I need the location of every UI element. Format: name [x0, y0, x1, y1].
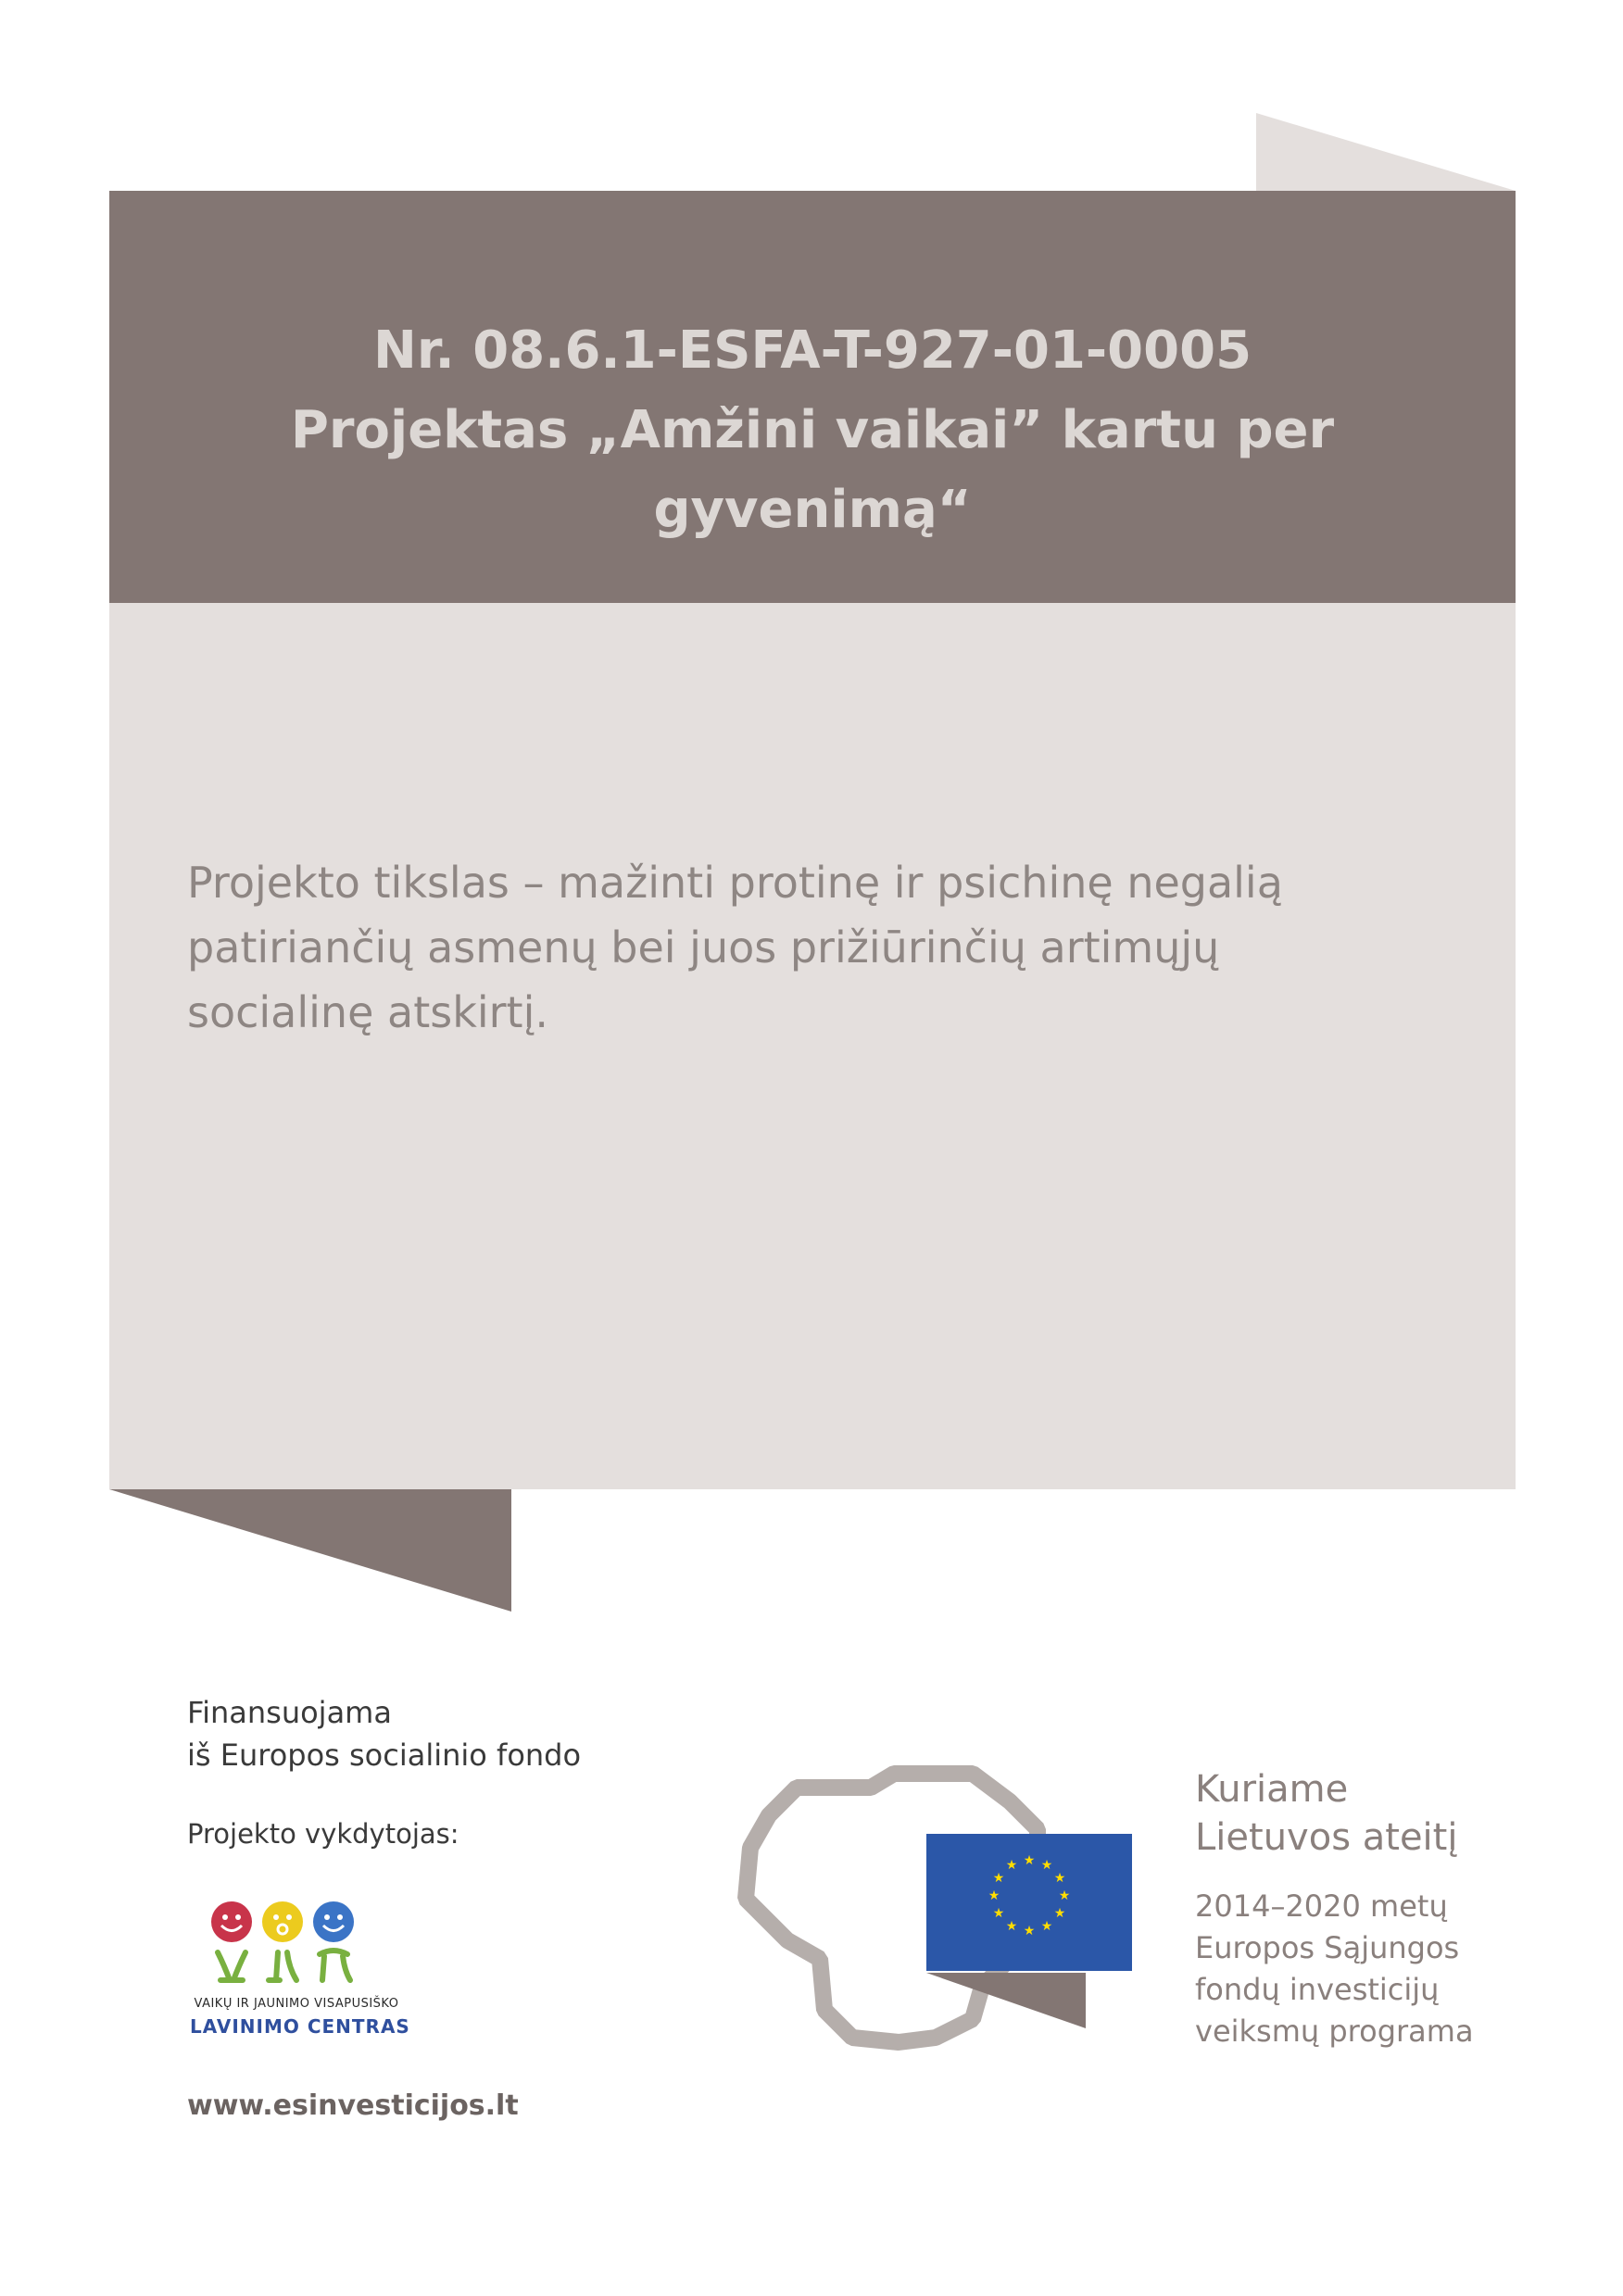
svg-text:★: ★: [1023, 1853, 1036, 1868]
program-line2: Europos Sąjungos: [1195, 1930, 1460, 1965]
ribbon-fold-bottom: [109, 1489, 511, 1612]
svg-text:★: ★: [1023, 1924, 1036, 1938]
executor-label: Projekto vykdytojas:: [187, 1818, 459, 1850]
program-line4: veiksmų programa: [1195, 2014, 1474, 2049]
organisation-subtitle: VAIKŲ IR JAUNIMO VISAPUSIŠKO: [194, 1997, 399, 2011]
project-name-line1: Projektas „Amžini vaikai” kartu per: [290, 400, 1335, 460]
project-name-line2: gyvenimą“: [653, 480, 972, 540]
website-link[interactable]: www.esinvesticijos.lt: [187, 2089, 519, 2122]
svg-text:★: ★: [992, 1871, 1005, 1886]
funding-note: [187, 1691, 581, 1776]
project-title: [109, 311, 1516, 550]
slogan-line1: Kuriame: [1195, 1768, 1349, 1811]
organisation-name: LAVINIMO CENTRAS: [190, 2015, 410, 2038]
ribbon-fold-top: [1256, 113, 1516, 191]
svg-text:★: ★: [1053, 1871, 1066, 1886]
svg-text:★: ★: [1005, 1858, 1018, 1873]
program-line3: fondų investicijų: [1195, 1972, 1440, 2007]
svg-text:★: ★: [1053, 1906, 1066, 1921]
svg-text:★: ★: [1005, 1919, 1018, 1934]
content-panel: [109, 603, 1516, 1489]
slogan-line2: Lietuvos ateitį: [1195, 1816, 1458, 1859]
program-line1: 2014–2020 metų: [1195, 1888, 1448, 1924]
flag-shadow: [926, 1973, 1086, 2028]
eu-investment-logo: [732, 1760, 1139, 2056]
svg-text:★: ★: [988, 1888, 1000, 1903]
program-name: [1195, 1886, 1474, 2052]
smiley-yellow-icon: [262, 1901, 303, 1980]
project-number: Nr. 08.6.1-ESFA-T-927-01-0005: [372, 320, 1252, 381]
project-goal: [187, 850, 1438, 1045]
eu-flag-icon: [926, 1834, 1132, 1971]
goal-line2: patiriančių asmenų bei juos prižiūrinčių artimųjų: [187, 922, 1220, 972]
svg-text:★: ★: [1040, 1858, 1053, 1873]
svg-text:★: ★: [992, 1906, 1005, 1921]
svg-text:★: ★: [1040, 1919, 1053, 1934]
smiley-red-icon: [211, 1901, 252, 1980]
goal-line3: socialinę atskirtį.: [187, 987, 548, 1037]
smiley-blue-icon: [313, 1901, 354, 1980]
slogan: [1195, 1765, 1457, 1862]
goal-line1: Projekto tikslas – mažinti protinę ir psichinę negalią: [187, 858, 1283, 908]
funding-line2: iš Europos socialinio fondo: [187, 1738, 582, 1773]
svg-text:★: ★: [1058, 1888, 1071, 1903]
funding-line1: Finansuojama: [187, 1695, 392, 1730]
